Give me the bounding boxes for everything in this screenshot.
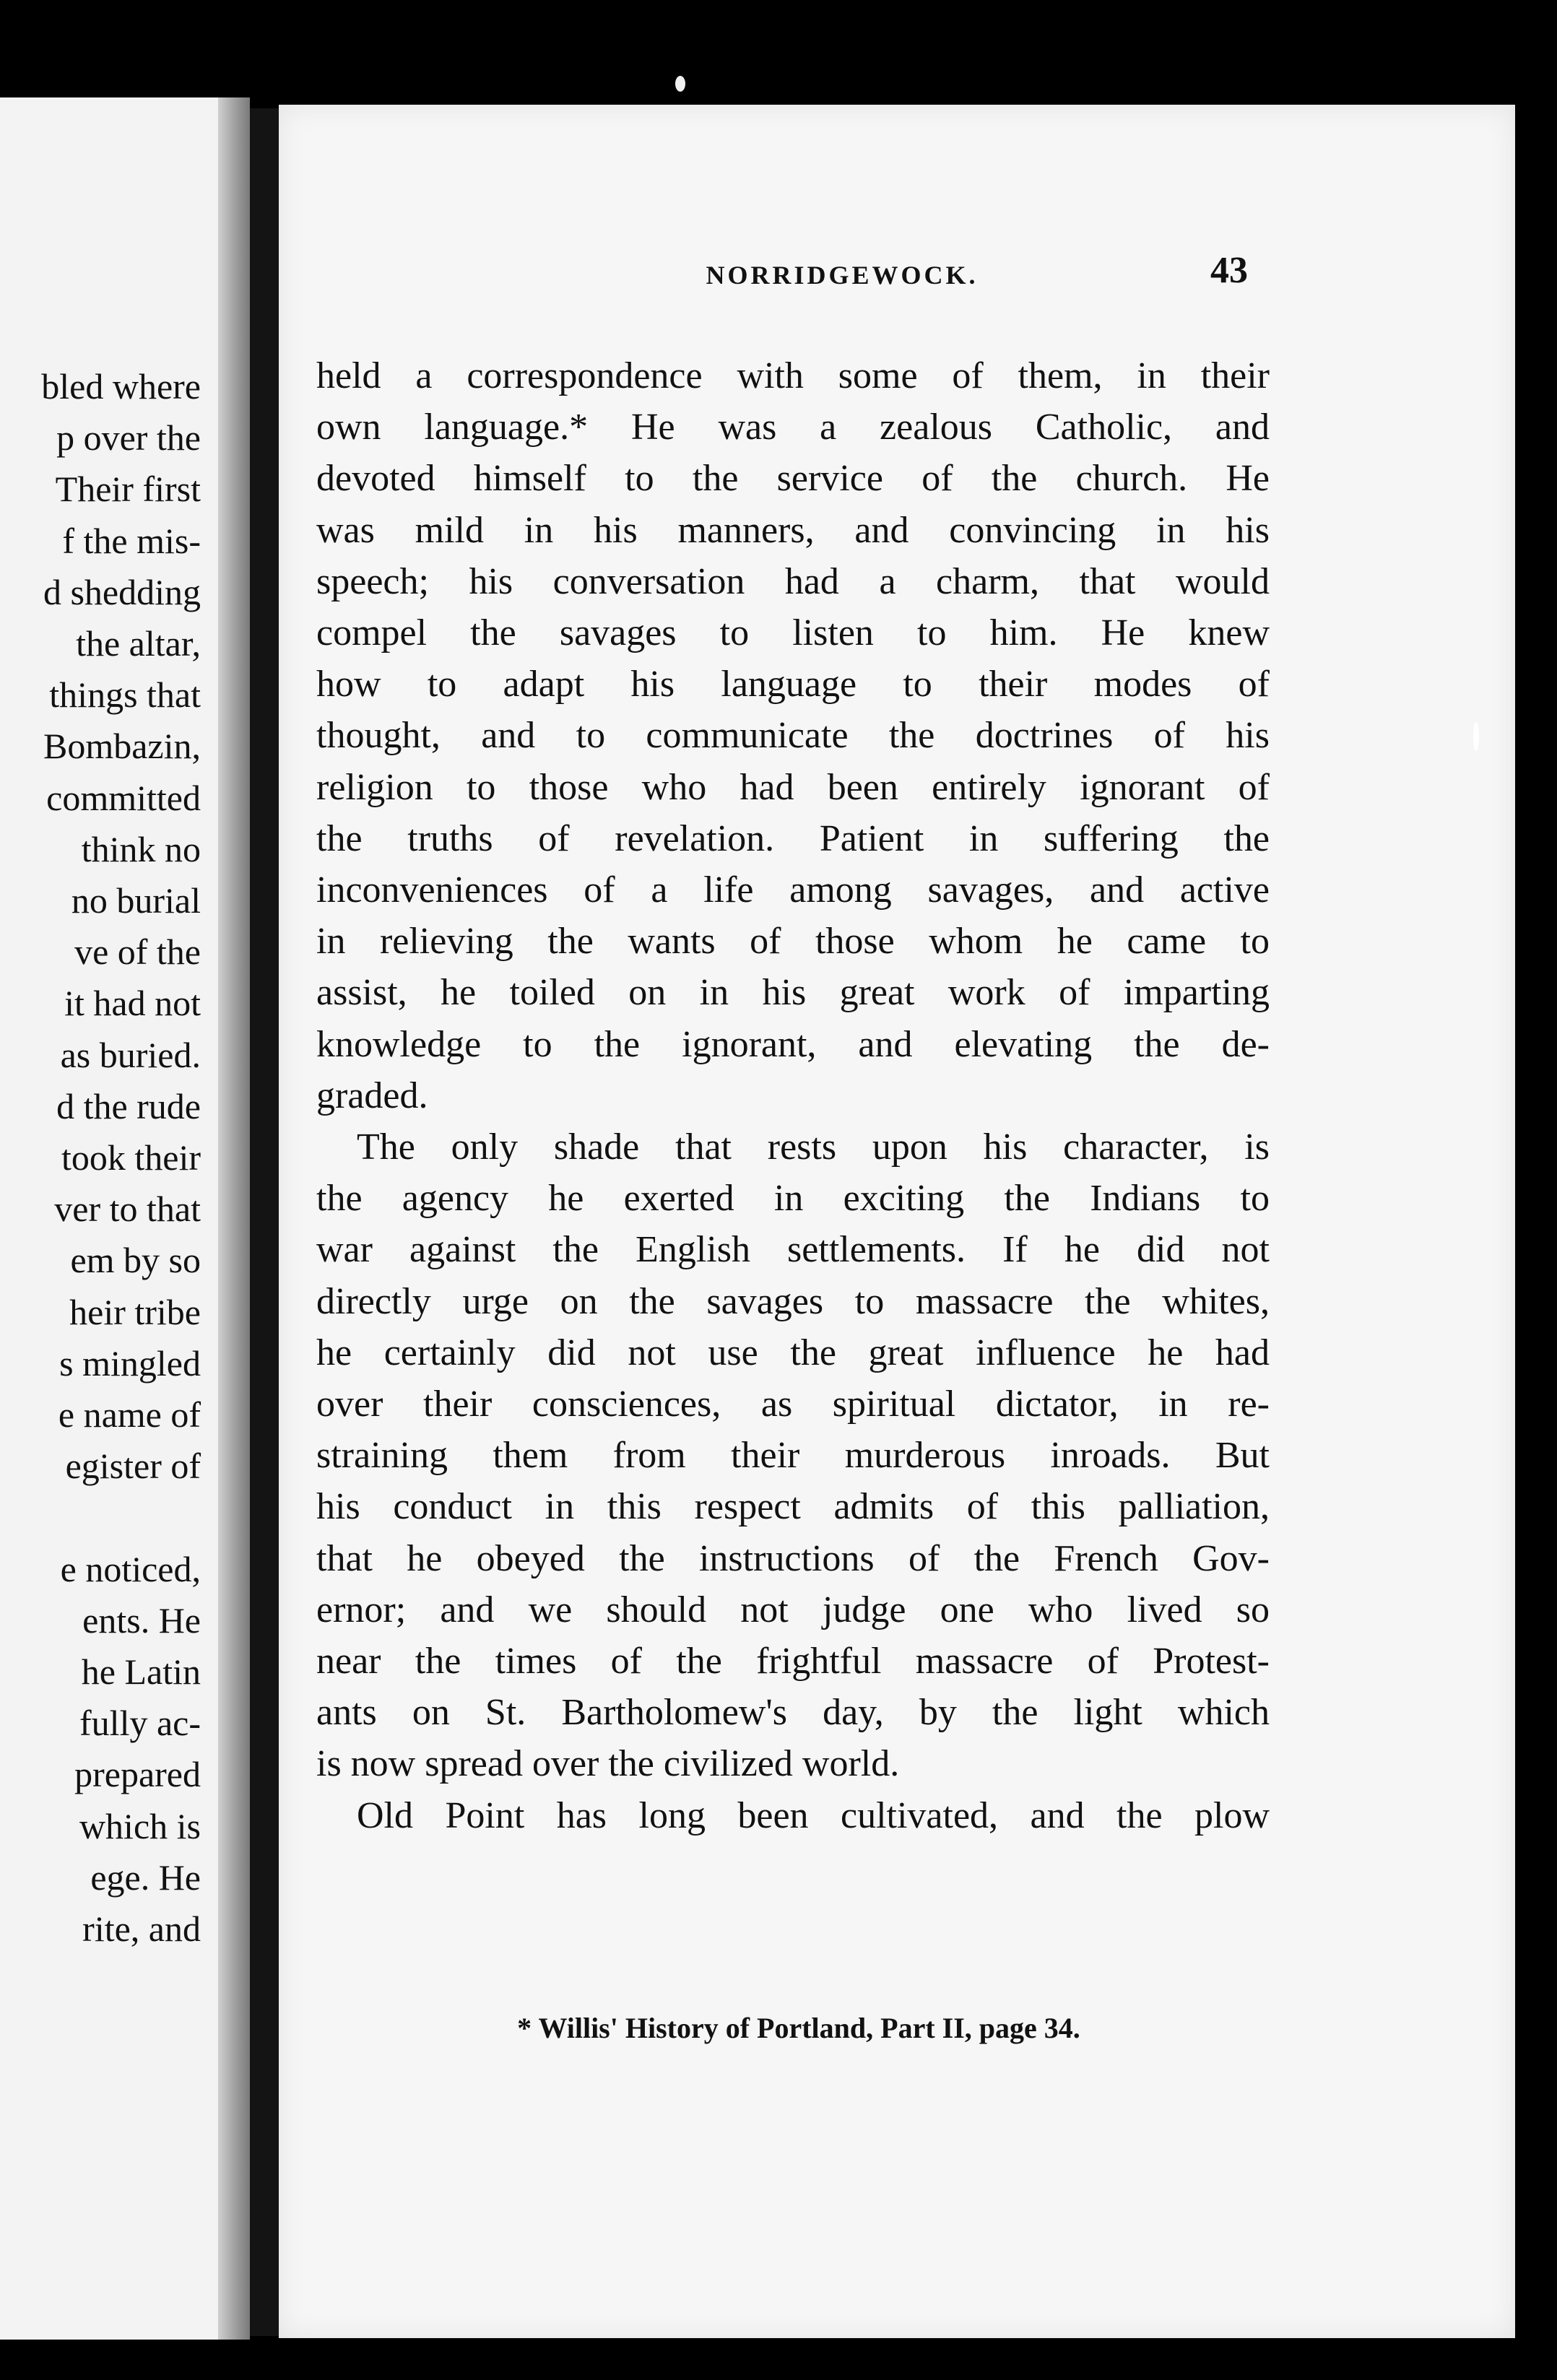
left-line: the altar, xyxy=(76,623,201,664)
page-number: 43 xyxy=(1210,250,1248,291)
left-line-gap xyxy=(41,1492,201,1543)
text-line: his conduct in this respect admits of this palliation, xyxy=(316,1486,1270,1528)
right-page xyxy=(279,105,1515,2338)
text-line: ernor; and we should not judge one who lived so xyxy=(316,1589,1270,1630)
text-line: directly urge on the savages to massacre the whites, xyxy=(316,1280,1270,1322)
left-line: ver to that xyxy=(54,1189,201,1230)
left-line: as buried. xyxy=(60,1034,201,1075)
text-line: is now spread over the civilized world. xyxy=(316,1743,900,1785)
left-line: bled where xyxy=(41,366,201,407)
text-line: war against the English settlements. If he did not xyxy=(316,1229,1270,1271)
left-line: d shedding xyxy=(43,571,201,612)
text-line: inconveniences of a life among savages, and active xyxy=(316,869,1270,911)
left-line: rite, and xyxy=(82,1908,201,1950)
left-line: prepared xyxy=(74,1754,201,1795)
left-line: em by so xyxy=(70,1240,201,1281)
text-line: assist, he toiled on in his great work of imparting xyxy=(316,972,1270,1014)
text-line: The only shade that rests upon his character, is xyxy=(357,1126,1270,1168)
left-line: took their xyxy=(61,1137,201,1178)
left-line: he Latin xyxy=(81,1651,201,1693)
text-line: he certainly did not use the great influence he had xyxy=(316,1332,1270,1373)
left-line: egister of xyxy=(65,1446,201,1487)
body-text xyxy=(316,350,1270,1841)
text-line: compel the savages to listen to him. He knew xyxy=(316,612,1270,654)
left-line: ve of the xyxy=(74,931,201,973)
text-line: devoted himself to the service of the church. He xyxy=(316,458,1270,500)
left-line: Bombazin, xyxy=(43,726,201,767)
running-head: NORRIDGEWOCK. xyxy=(706,261,979,290)
left-line: committed xyxy=(46,777,201,818)
left-page-text xyxy=(41,361,201,1955)
left-line: fully ac- xyxy=(79,1703,201,1744)
scan-artifact xyxy=(1473,722,1479,751)
page-gutter-shadow xyxy=(218,97,250,2340)
text-line: knowledge to the ignorant, and elevating the de- xyxy=(316,1023,1270,1065)
left-line: it had not xyxy=(64,983,201,1024)
text-line: straining them from their murderous inroads. But xyxy=(316,1435,1270,1477)
text-line: how to adapt his language to their modes of xyxy=(316,664,1270,705)
text-line: speech; his conversation had a charm, that would xyxy=(316,560,1270,602)
left-line: f the mis- xyxy=(62,520,201,561)
left-page xyxy=(0,97,246,2340)
book-binding xyxy=(250,108,279,2336)
text-line: in relieving the wants of those whom he came to xyxy=(316,921,1270,963)
left-line: things that xyxy=(49,674,201,716)
text-line: near the times of the frightful massacre of Protest- xyxy=(316,1641,1270,1682)
left-line: e noticed, xyxy=(60,1548,201,1589)
text-line: the agency he exerted in exciting the Indians to xyxy=(316,1178,1270,1220)
text-line: over their consciences, as spiritual dictator, in re- xyxy=(316,1384,1270,1425)
left-line: d the rude xyxy=(56,1085,201,1126)
text-line: that he obeyed the instructions of the French Gov- xyxy=(316,1537,1270,1579)
left-line: which is xyxy=(79,1805,201,1846)
text-line: ants on St. Bartholomew's day, by the light which xyxy=(316,1692,1270,1734)
left-line: ege. He xyxy=(90,1856,201,1898)
left-line: ents. He xyxy=(82,1599,201,1641)
footnote: * Willis' History of Portland, Part II, page 34. xyxy=(517,2012,1080,2044)
left-line: s mingled xyxy=(59,1342,201,1384)
text-line: the truths of revelation. Patient in suffering the xyxy=(316,817,1270,859)
text-line: was mild in his manners, and convincing in his xyxy=(316,509,1270,551)
text-line: religion to those who had been entirely ignorant of xyxy=(316,766,1270,808)
text-line: thought, and to communicate the doctrines of his xyxy=(316,715,1270,757)
left-line: think no xyxy=(81,828,201,869)
left-line: p over the xyxy=(56,417,201,459)
text-line: graded. xyxy=(316,1074,428,1116)
left-line: no burial xyxy=(71,880,201,921)
left-line: Their first xyxy=(55,469,201,510)
text-line: own language.* He was a zealous Catholic, and xyxy=(316,407,1270,448)
text-line: Old Point has long been cultivated, and the plow xyxy=(357,1794,1270,1836)
left-line: e name of xyxy=(58,1394,201,1436)
scan-artifact xyxy=(675,76,685,92)
left-line: heir tribe xyxy=(69,1291,201,1332)
text-line: held a correspondence with some of them, in their xyxy=(316,355,1270,396)
